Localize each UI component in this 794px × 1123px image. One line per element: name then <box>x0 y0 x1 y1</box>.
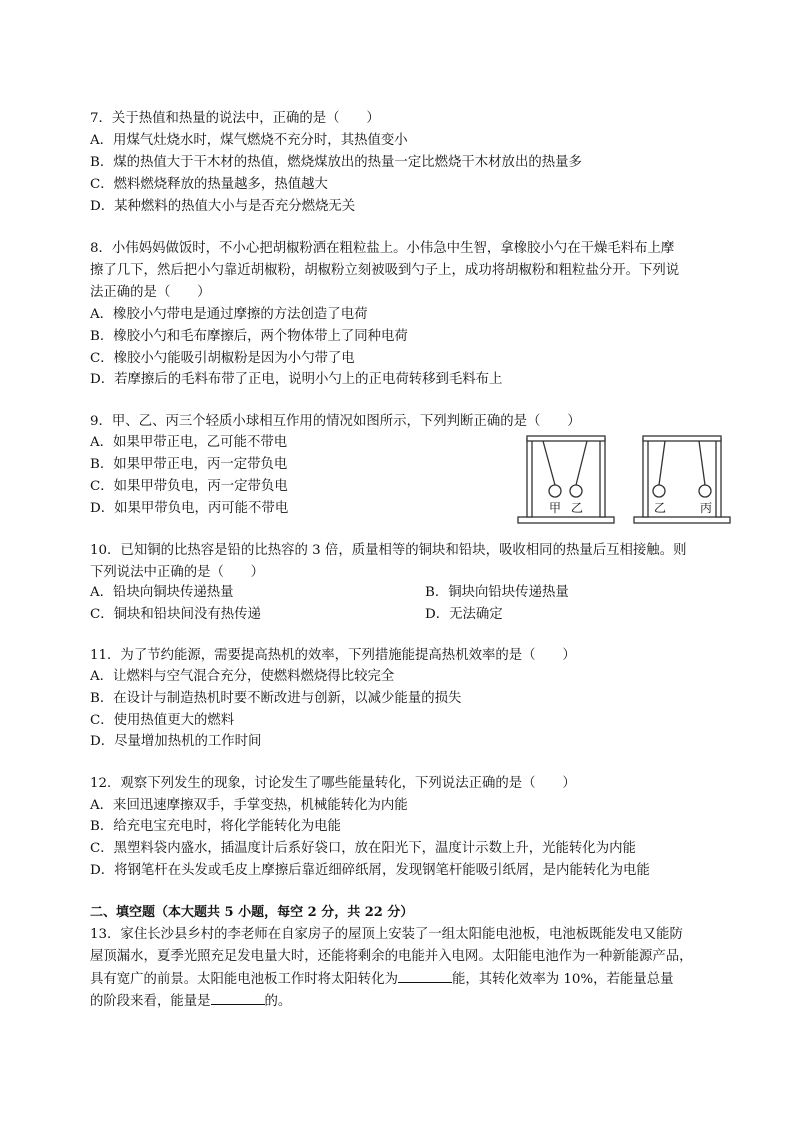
label-yi-left: 乙 <box>571 501 584 515</box>
q13-line4-start: 的阶段来看，能量是 <box>90 994 211 1009</box>
q11-option-a: A．让燃料与空气混合充分，使燃料燃烧得比较完全 <box>90 669 395 684</box>
q13-line1: 13．家住长沙县乡村的李老师在自家房子的屋顶上安装了一组太阳能电池板，电池板既能发电又能防 <box>90 927 683 942</box>
q8-option-c: C．橡胶小勺能吸引胡椒粉是因为小勺带了电 <box>90 351 355 366</box>
q13-line2: 屋顶漏水，夏季光照充足发电量大时，还能将剩余的电能并入电网。太阳能电池作为一种新能源产品， <box>90 949 693 964</box>
q7-option-d: D．某种燃料的热值大小与是否充分燃烧无关 <box>90 199 356 214</box>
stand-right <box>634 436 730 523</box>
q9-option-b: B．如果甲带正电，丙一定带负电 <box>90 457 288 472</box>
q10-option-a: A．铅块向铜块传递热量 <box>90 585 234 600</box>
q8-option-d: D．若摩擦后的毛料布带了正电，说明小勺上的正电荷转移到毛料布上 <box>90 372 503 387</box>
label-yi-right: 乙 <box>654 501 667 515</box>
q10-option-d: D．无法确定 <box>425 607 503 622</box>
q9-option-a: A．如果甲带正电，乙可能不带电 <box>90 435 288 450</box>
q11-option-d: D．尽量增加热机的工作时间 <box>90 734 262 749</box>
q12-option-b: B．给充电宝充电时，将化学能转化为电能 <box>90 819 341 834</box>
q8-stem-line3: 法正确的是（ ） <box>90 285 211 300</box>
q10-stem-line2: 下列说法中正确的是（ ） <box>90 565 265 580</box>
q8-option-a: A．橡胶小勺带电是通过摩擦的方法创造了电荷 <box>90 307 368 322</box>
q12-stem: 12．观察下列发生的现象，讨论发生了哪些能量转化，下列说法正确的是（ ） <box>90 776 576 791</box>
q7-stem: 7．关于热值和热量的说法中，正确的是（ ） <box>90 111 380 126</box>
label-bing: 丙 <box>700 501 713 515</box>
q13-line3 <box>90 968 673 991</box>
q8-stem-line2: 擦了几下，然后把小勺靠近胡椒粉，胡椒粉立刻被吸到勺子上，成功将胡椒粉和粗粒盐分开。下列说 <box>90 263 680 278</box>
q8-option-b: B．橡胶小勺和毛布摩擦后，两个物体带上了同种电荷 <box>90 329 408 344</box>
q11-stem: 11．为了节约能源，需要提高热机的效率，下列措施能提高热机效率的是（ ） <box>90 648 576 663</box>
q10-stem-line1: 10．已知铜的比热容是铅的比热容的 3 倍，质量相等的铜块和铅块，吸收相同的热量后互相接触。则 <box>90 543 687 558</box>
q12-option-d: D．将钢笔杆在头发或毛皮上摩擦后靠近细碎纸屑，发现钢笔杆能吸引纸屑，是内能转化为电能 <box>90 863 650 878</box>
q9-option-d: D．如果甲带负电，丙可能不带电 <box>90 501 289 516</box>
q10-option-b: B．铜块向铅块传递热量 <box>425 585 569 600</box>
q11-option-c: C．使用热值更大的燃料 <box>90 713 235 728</box>
label-jia: 甲 <box>549 501 562 515</box>
section-fill-in-title: 二、填空题（本大题共 5 小题，每空 2 分，共 22 分） <box>90 905 414 920</box>
stand-left <box>518 436 614 523</box>
q9-figure <box>515 434 733 528</box>
q13-line4 <box>90 990 291 1013</box>
q12-option-a: A．来回迅速摩擦双手，手掌变热，机械能转化为内能 <box>90 798 408 813</box>
q9-option-c: C．如果甲带负电，丙一定带负电 <box>90 479 288 494</box>
q10-option-c: C．铜块和铅块间没有热传递 <box>90 607 261 622</box>
q9-stem: 9．甲、乙、丙三个轻质小球相互作用的情况如图所示，下列判断正确的是（ ） <box>90 414 581 429</box>
q7-option-b: B．煤的热值大于干木材的热值，燃烧煤放出的热量一定比燃烧干木材放出的热量多 <box>90 155 582 170</box>
q13-line3-start: 具有宽广的前景。太阳能电池板工作时将太阳转化为 <box>90 972 398 987</box>
q7-option-a: A．用煤气灶烧水时，煤气燃烧不充分时，其热值变小 <box>90 133 408 148</box>
q8-stem-line1: 8．小伟妈妈做饭时，不小心把胡椒粉洒在粗粒盐上。小伟急中生智，拿橡胶小勺在干燥毛料布上摩 <box>90 241 675 256</box>
q7-option-c: C．燃料燃烧释放的热量越多，热值越大 <box>90 177 328 192</box>
q13-line3-end: 能，其转化效率为 10%，若能量总量 <box>451 972 674 987</box>
q11-option-b: B．在设计与制造热机时要不断改进与创新，以减少能量的损失 <box>90 691 462 706</box>
q13-blank-2[interactable] <box>211 990 265 1005</box>
q13-line4-end: 的。 <box>264 994 292 1009</box>
q12-option-c: C．黑塑料袋内盛水，插温度计后系好袋口，放在阳光下，温度计示数上升，光能转化为内能 <box>90 841 636 856</box>
q13-blank-1[interactable] <box>398 968 452 983</box>
